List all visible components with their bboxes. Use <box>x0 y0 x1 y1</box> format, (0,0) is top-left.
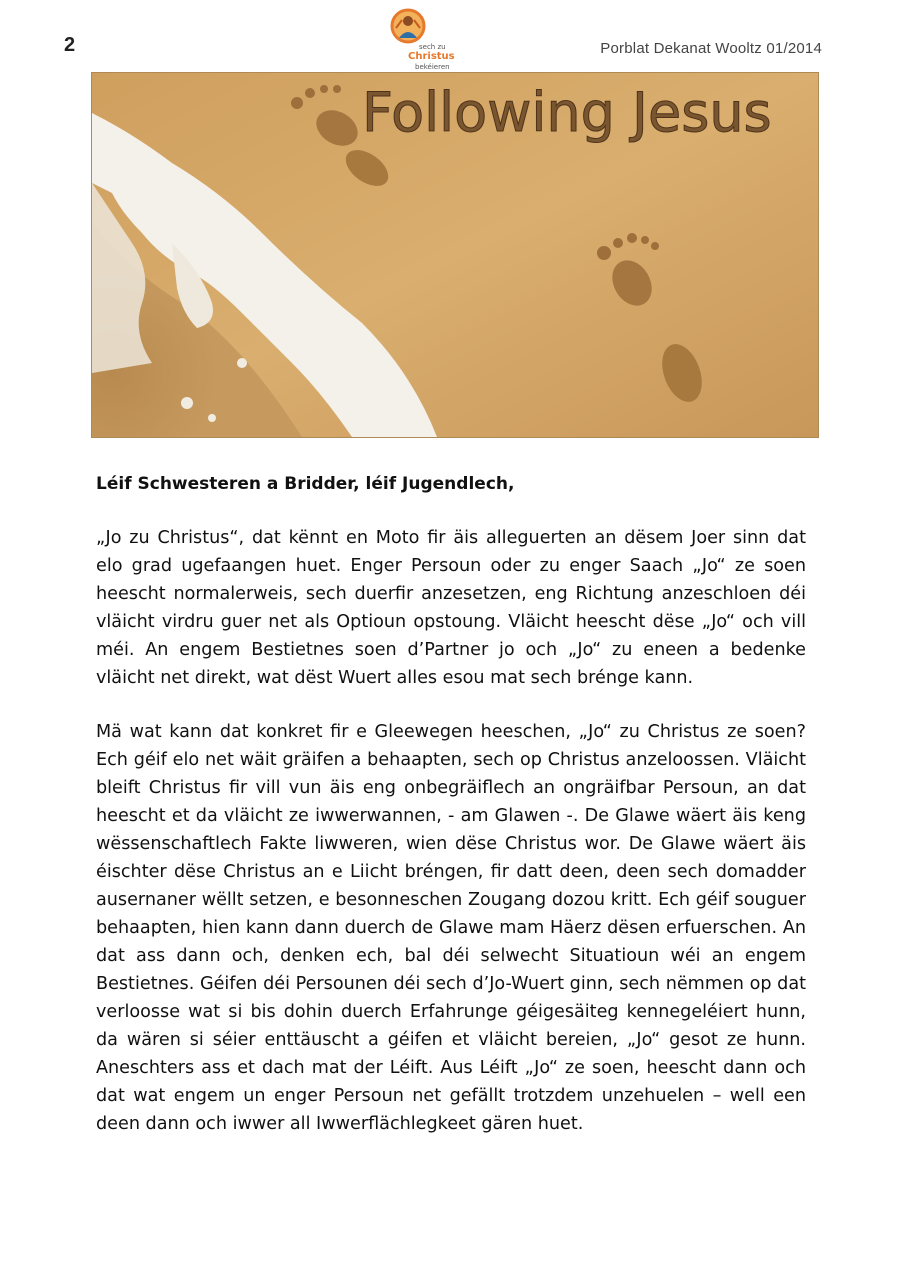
logo-line1: sech zu <box>419 43 446 51</box>
hero-title: Following Jesus <box>362 81 772 144</box>
article-paragraph-1: „Jo zu Christus“, dat kënnt en Moto fir äis alleguerten an dësem Joer sinn dat elo grad ugefaangen huet. Enger Persoun oder zu enger Saach „Jo“ ze soen heescht normalerweis, sech duerfir anzesetzen, eng Richtung anzeschloen déi vläicht virdru guer net als Optioun opstoung. Vläicht heescht dëse „Jo“ och vill méi. An engem Bestietnes soen d’Partner jo och „Jo“ zu eneen a bedenke vläicht net direkt, wat dëst Wuert alles esou mat sech brénge kann. <box>96 528 806 688</box>
article-paragraph-2: Mä wat kann dat konkret fir e Gleewegen heeschen, „Jo“ zu Christus ze soen? Ech géif elo net wäit gräifen a behaapten, sech op Christus anzeloossen. Vläicht bleift Christus fir vill vun äis eng onbegräiflech an ongräifbar Persoun, an dat heescht et da vläicht ze iwwerwannen, - am Glawen -. De Glawe wäert äis keng wëssenschaftlech Fakte liwweren, wien dëse Christus wor. De Glawe wäert äis éischter dëse Christus an e Liicht bréngen, fir datt deen, deen sech domadder ausernaner wëllt setzen, e besonneschen Zougang dozou kritt. Ech géif souguer behaapten, hien kann dann duerch de Glawe mam Häerz dësen erfuerschen. An dat ass dann och, denken ech, bal déi selwecht Situatioun wéi an engem Bestietnes. Géifen déi Persounen déi sech d’Jo-Wuert ginn, sech nëmmen op dat verloosse wat si bis dohin duerch Erfahrunge géigesäiteg kennegeléiert hunn, da wären si séier enttäuscht a géifen et vläicht bereien, „Jo“ gesot ze hunn. Aneschters ass et dach mat der Léift. Aus Léift „Jo“ ze soen, heescht dann och dat wat engem un enger Persoun net gefällt trotzdem unzehuelen – well een deen dann och iwwer all Iwwerflächlegkeet gären huet. <box>96 722 806 1134</box>
logo-line2: Christus <box>408 51 455 62</box>
hero-image-footprints <box>91 72 819 438</box>
article-body <box>96 470 806 1164</box>
logo-graphic <box>386 6 456 72</box>
sand-beach-illustration <box>92 73 818 437</box>
page-number: 2 <box>64 34 76 56</box>
running-header: Porblat Dekanat Wooltz 01/2014 <box>600 40 822 57</box>
logo-line3: bekéieren <box>415 63 450 71</box>
foam-bubble <box>181 397 193 409</box>
foam-bubble <box>208 414 216 422</box>
christus-logo <box>386 6 456 72</box>
foam-bubble <box>237 358 247 368</box>
article-greeting: Léif Schwesteren a Bridder, léif Jugendlech, <box>96 474 515 494</box>
